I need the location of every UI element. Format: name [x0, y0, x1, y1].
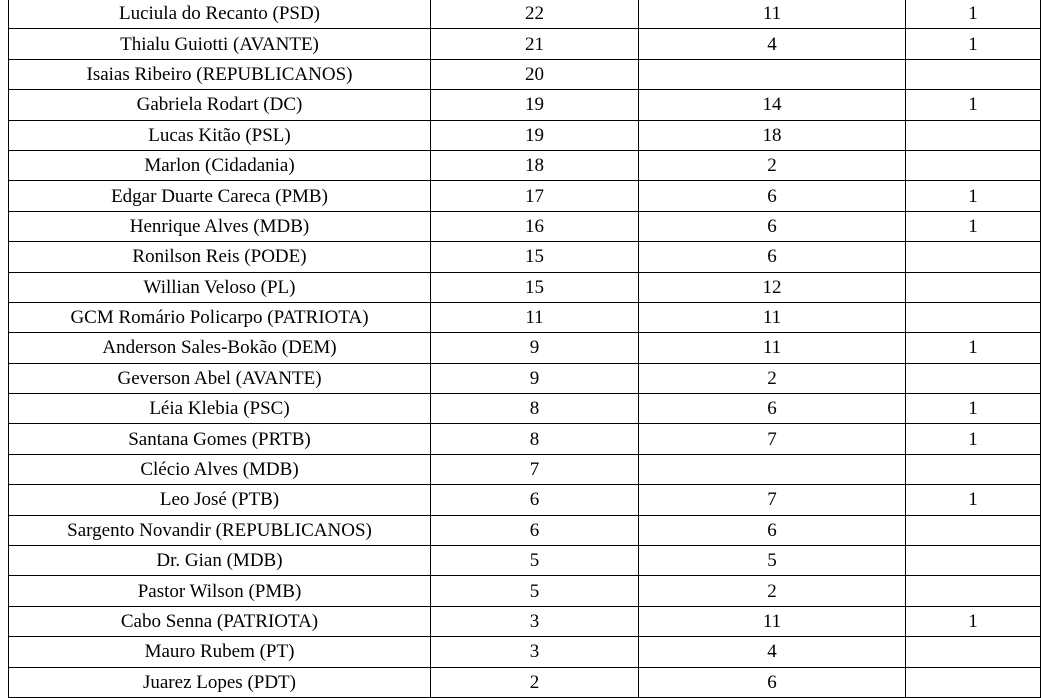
- table-row: [9, 546, 1041, 576]
- value-column-3-cell: [906, 272, 1041, 302]
- value-column-3-cell: [906, 576, 1041, 606]
- councillor-name-cell: Isaias Ribeiro (REPUBLICANOS): [9, 59, 431, 89]
- value-column-3-cell: 1: [906, 485, 1041, 515]
- value-column-3-cell: 1: [906, 0, 1041, 29]
- table-row: [9, 302, 1041, 332]
- value-column-3-cell: 1: [906, 606, 1041, 636]
- value-column-2-cell: 2: [639, 576, 906, 606]
- value-column-2-cell: 11: [639, 333, 906, 363]
- councillor-name-cell: Ronilson Reis (PODE): [9, 242, 431, 272]
- table-row: [9, 454, 1041, 484]
- value-column-1-cell: 5: [431, 546, 639, 576]
- value-column-1-cell: 16: [431, 211, 639, 241]
- table-row: [9, 29, 1041, 59]
- value-column-2-cell: 12: [639, 272, 906, 302]
- value-column-3-cell: [906, 454, 1041, 484]
- value-column-2-cell: 6: [639, 211, 906, 241]
- councillor-name-cell: Pastor Wilson (PMB): [9, 576, 431, 606]
- value-column-3-cell: 1: [906, 424, 1041, 454]
- value-column-3-cell: [906, 667, 1041, 697]
- table-row: [9, 90, 1041, 120]
- councillor-name-cell: Dr. Gian (MDB): [9, 546, 431, 576]
- councillor-name-cell: Thialu Guiotti (AVANTE): [9, 29, 431, 59]
- value-column-1-cell: 17: [431, 181, 639, 211]
- value-column-1-cell: 15: [431, 272, 639, 302]
- value-column-2-cell: 6: [639, 394, 906, 424]
- value-column-1-cell: 6: [431, 485, 639, 515]
- value-column-2-cell: 14: [639, 90, 906, 120]
- table-row: [9, 59, 1041, 89]
- value-column-3-cell: [906, 150, 1041, 180]
- councillor-name-cell: Anderson Sales-Bokão (DEM): [9, 333, 431, 363]
- value-column-1-cell: 8: [431, 394, 639, 424]
- table-row: [9, 0, 1041, 29]
- table-row: [9, 363, 1041, 393]
- councillor-name-cell: Clécio Alves (MDB): [9, 454, 431, 484]
- councillor-name-cell: Juarez Lopes (PDT): [9, 667, 431, 697]
- councillor-name-cell: Luciula do Recanto (PSD): [9, 0, 431, 29]
- table-row: [9, 576, 1041, 606]
- table-row: [9, 181, 1041, 211]
- value-column-3-cell: [906, 242, 1041, 272]
- councillor-name-cell: Lucas Kitão (PSL): [9, 120, 431, 150]
- table-row: [9, 333, 1041, 363]
- councillor-name-cell: Santana Gomes (PRTB): [9, 424, 431, 454]
- value-column-2-cell: [639, 454, 906, 484]
- value-column-2-cell: 2: [639, 363, 906, 393]
- value-column-3-cell: 1: [906, 211, 1041, 241]
- value-column-1-cell: 9: [431, 333, 639, 363]
- value-column-3-cell: 1: [906, 29, 1041, 59]
- value-column-1-cell: 2: [431, 667, 639, 697]
- value-column-3-cell: [906, 120, 1041, 150]
- value-column-2-cell: 11: [639, 302, 906, 332]
- councillor-name-cell: Leo José (PTB): [9, 485, 431, 515]
- value-column-2-cell: [639, 59, 906, 89]
- value-column-3-cell: 1: [906, 90, 1041, 120]
- table-row: [9, 211, 1041, 241]
- value-column-1-cell: 3: [431, 606, 639, 636]
- table-row: [9, 394, 1041, 424]
- table-row: [9, 637, 1041, 667]
- table-row: [9, 667, 1041, 697]
- value-column-2-cell: 6: [639, 515, 906, 545]
- value-column-1-cell: 3: [431, 637, 639, 667]
- value-column-2-cell: 6: [639, 181, 906, 211]
- value-column-2-cell: 6: [639, 667, 906, 697]
- results-table-body: [9, 0, 1041, 697]
- table-row: [9, 424, 1041, 454]
- table-row: [9, 272, 1041, 302]
- councillor-name-cell: Sargento Novandir (REPUBLICANOS): [9, 515, 431, 545]
- councillor-name-cell: Léia Klebia (PSC): [9, 394, 431, 424]
- value-column-1-cell: 22: [431, 0, 639, 29]
- value-column-2-cell: 7: [639, 485, 906, 515]
- value-column-2-cell: 18: [639, 120, 906, 150]
- councillor-name-cell: Marlon (Cidadania): [9, 150, 431, 180]
- value-column-3-cell: [906, 637, 1041, 667]
- value-column-3-cell: [906, 546, 1041, 576]
- councillor-name-cell: Edgar Duarte Careca (PMB): [9, 181, 431, 211]
- value-column-1-cell: 19: [431, 120, 639, 150]
- value-column-3-cell: 1: [906, 333, 1041, 363]
- table-row: [9, 120, 1041, 150]
- value-column-1-cell: 11: [431, 302, 639, 332]
- value-column-1-cell: 19: [431, 90, 639, 120]
- councillor-name-cell: Gabriela Rodart (DC): [9, 90, 431, 120]
- value-column-1-cell: 7: [431, 454, 639, 484]
- value-column-1-cell: 21: [431, 29, 639, 59]
- value-column-1-cell: 9: [431, 363, 639, 393]
- value-column-2-cell: 5: [639, 546, 906, 576]
- value-column-1-cell: 5: [431, 576, 639, 606]
- value-column-3-cell: [906, 59, 1041, 89]
- value-column-3-cell: 1: [906, 181, 1041, 211]
- value-column-2-cell: 2: [639, 150, 906, 180]
- results-table: [8, 0, 1041, 698]
- councillor-name-cell: Cabo Senna (PATRIOTA): [9, 606, 431, 636]
- table-row: [9, 606, 1041, 636]
- value-column-1-cell: 6: [431, 515, 639, 545]
- value-column-1-cell: 15: [431, 242, 639, 272]
- table-row: [9, 242, 1041, 272]
- table-row: [9, 150, 1041, 180]
- value-column-3-cell: [906, 363, 1041, 393]
- value-column-2-cell: 11: [639, 606, 906, 636]
- value-column-2-cell: 4: [639, 29, 906, 59]
- councillor-name-cell: Willian Veloso (PL): [9, 272, 431, 302]
- value-column-3-cell: [906, 515, 1041, 545]
- value-column-2-cell: 7: [639, 424, 906, 454]
- value-column-1-cell: 18: [431, 150, 639, 180]
- councillor-name-cell: Geverson Abel (AVANTE): [9, 363, 431, 393]
- value-column-1-cell: 8: [431, 424, 639, 454]
- value-column-1-cell: 20: [431, 59, 639, 89]
- councillor-name-cell: Henrique Alves (MDB): [9, 211, 431, 241]
- councillor-name-cell: GCM Romário Policarpo (PATRIOTA): [9, 302, 431, 332]
- value-column-3-cell: 1: [906, 394, 1041, 424]
- table-row: [9, 485, 1041, 515]
- value-column-2-cell: 11: [639, 0, 906, 29]
- councillor-name-cell: Mauro Rubem (PT): [9, 637, 431, 667]
- value-column-2-cell: 6: [639, 242, 906, 272]
- value-column-3-cell: [906, 302, 1041, 332]
- table-row: [9, 515, 1041, 545]
- value-column-2-cell: 4: [639, 637, 906, 667]
